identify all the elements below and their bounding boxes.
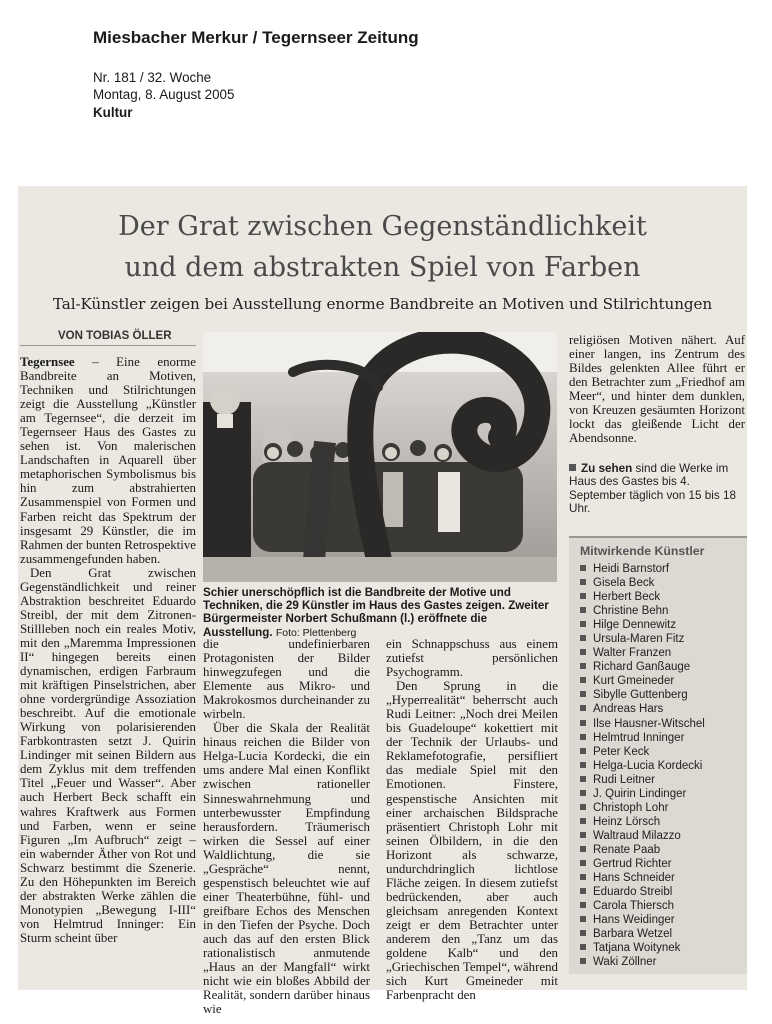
artist-name: Heinz Lörsch xyxy=(593,815,661,828)
artist-name: Tatjana Woitynek xyxy=(593,942,681,955)
artists-box xyxy=(569,536,747,974)
byline: VON TOBIAS ÖLLER xyxy=(20,330,196,346)
artist-name: Hans Schneider xyxy=(593,872,675,885)
artist-list-item xyxy=(580,787,705,801)
paragraph: religiösen Motiven nähert. Auf einer langen, ins Zentrum des Bildes gelenkten Allee führt er den Betrachter zum „Friedhof am Meer“, und hinter dem dunklen, von Kreuzen gesäumten Horizont lockt das gleißende Licht der Abendsonne. xyxy=(569,333,745,446)
artist-list-item xyxy=(580,717,705,731)
artist-name: Ilse Hausner-Witschel xyxy=(593,717,705,730)
artist-list-item xyxy=(580,941,705,955)
artist-list-item xyxy=(580,731,705,745)
artist-name: Barbara Wetzel xyxy=(593,928,673,941)
paragraph: ein Schnappschuss aus einem zutiefst persönlichen Psychogramm. xyxy=(386,637,558,680)
bullet-square-icon xyxy=(580,607,586,613)
artist-name: Kurt Gmeineder xyxy=(593,675,675,688)
paragraph: Tegernsee – Eine enorme Bandbreite an Motiven, Techniken und Stilrichtungen zeigt die Ausstellung „Künstler am Tegernsee“, die derzeit im Tegernseer Haus des Gastes zu sehen ist. Von malerischen Landschaften in Aquarell über metaphorischen Symbolismus bis hin zum abstrahierten Zusammenspiel von Formen und Farben reicht das Spektrum der insgesamt 29 Künstler, die im Rahmen der bunten Retrospektive zusammengefunden haben. xyxy=(20,355,196,566)
paragraph: Über die Skala der Realität hinaus reichen die Bilder von Helga-Lucia Kordecki, die ein ums andere Mal einen Konflikt zwischen rationeller Sinneswahrnehmung und unterbewusster Empfindung herausfordern. Träumerisch wirken die Sessel auf einer Waldlichtung, die sie „Gespräche“ nennt, gespenstisch beleuchtet wie auf einer Theaterbühne, fühl- und greifbare Echos des Menschen in den Tiefen der Psyche. Doch auch das auf den ersten Blick rationalistisch anmutende „Haus an der Mangfall“ wirkt nicht wie ein bloßes Abbild der Realität, sondern darüber hinaus wie xyxy=(203,721,370,1017)
bullet-square-icon xyxy=(580,762,586,768)
artist-list-item xyxy=(580,618,705,632)
artist-name: Eduardo Streibl xyxy=(593,886,673,899)
artist-name: Gertrud Richter xyxy=(593,857,672,870)
artist-list-item xyxy=(580,674,705,688)
artist-name: Heidi Barnstorf xyxy=(593,563,670,575)
article-column-4 xyxy=(569,333,745,445)
bullet-square-icon xyxy=(580,720,586,726)
article-column-1 xyxy=(20,355,196,945)
artist-list-item xyxy=(580,801,705,815)
bullet-square-icon xyxy=(580,930,586,936)
artist-list-item xyxy=(580,829,705,843)
artist-name: Peter Keck xyxy=(593,745,650,758)
artist-list-item xyxy=(580,632,705,646)
bullet-square-icon xyxy=(580,565,586,571)
issue-date: Montag, 8. August 2005 xyxy=(93,87,235,103)
artist-list-item xyxy=(580,871,705,885)
artist-name: Waltraud Milazzo xyxy=(593,829,681,842)
exhibition-info: Zu sehen sind die Werke im Haus des Gastes bis 4. September täglich von 15 bis 18 Uhr. xyxy=(569,462,736,516)
bullet-square-icon xyxy=(580,776,586,782)
bullet-square-icon xyxy=(580,958,586,964)
headline-line-2: und dem abstrakten Spiel von Farben xyxy=(124,252,641,283)
artist-list-item xyxy=(580,646,705,660)
bullet-square-icon xyxy=(580,874,586,880)
artist-list-item xyxy=(580,899,705,913)
bullet-square-icon xyxy=(580,593,586,599)
artist-name: Hans Weidinger xyxy=(593,914,675,927)
bullet-square-icon xyxy=(580,916,586,922)
artists-box-title: Mitwirkende Künstler xyxy=(580,544,705,558)
artist-list-item xyxy=(580,913,705,927)
info-lead: Zu sehen xyxy=(581,462,633,475)
bullet-square-icon xyxy=(580,860,586,866)
clipping-header xyxy=(93,28,419,120)
bullet-square-icon xyxy=(580,818,586,824)
bullet-square-icon xyxy=(569,464,576,471)
artist-list-item xyxy=(580,843,705,857)
bullet-square-icon xyxy=(580,846,586,852)
bullet-square-icon xyxy=(580,579,586,585)
photo-caption: Schier unerschöpflich ist die Bandbreite der Motive und Techniken, die 29 Künstler im Haus des Gastes zeigen. Zweiter Bürgermeister Norbert Schußmann (l.) eröffnete die Ausstellung. Foto: Plettenberg xyxy=(203,586,549,639)
section-name: Kultur xyxy=(93,104,133,120)
artist-name: Gisela Beck xyxy=(593,577,655,590)
paragraph: Den Sprung in die „Hyperrealität“ beherrscht auch Rudi Leitner: „Noch drei Meilen bis Guadeloupe“ kokettiert mit der Technik der Urlaubs- und Reklamefotografie, persifliert das mediale Spiel mit den Emotionen. Finstere, gespenstische Ansichten mit einer archaischen Bildsprache präsentiert Christoph Lohr mit seinen Ölbildern, in die den Horizont als schwarze, undurchdringlich lichtlose Fläche zeigen. In diesem zutiefst bedrückenden, aber auch gleichsam anregenden Kontext zeigt er dem Betrachter unter anderem den „Tanz um das goldene Kalb“ und den „Griechischen Tempel“, während sich Kurt Gmeineder mit Farbenpracht den xyxy=(386,679,558,1003)
artist-name: Carola Thiersch xyxy=(593,900,674,913)
artist-list-item xyxy=(580,759,705,773)
bullet-square-icon xyxy=(580,663,586,669)
paragraph: die undefinierbaren Protagonisten der Bilder hinwegzufegen und die Elemente aus Mikro- und Makrokosmos durcheinander zu wirbeln. xyxy=(203,637,370,722)
artist-list-item xyxy=(580,576,705,590)
bullet-square-icon xyxy=(580,790,586,796)
artist-name: Christoph Lohr xyxy=(593,801,669,814)
bullet-square-icon xyxy=(580,832,586,838)
article-column-3 xyxy=(386,637,558,1002)
photo-credit: Foto: Plettenberg xyxy=(275,626,357,639)
artist-name: Christine Behn xyxy=(593,605,669,618)
artist-name: Andreas Hars xyxy=(593,703,664,716)
artist-list-item xyxy=(580,885,705,899)
artist-name: Sibylle Guttenberg xyxy=(593,689,688,702)
artist-name: J. Quirin Lindinger xyxy=(593,787,687,800)
paragraph: Den Grat zwischen Gegenständlichkeit und reiner Abstraktion beschreitet Eduardo Streibl, der mit dem Zitronen-Stillleben noch ein reales Motiv, mit den „Maremma Impressionen II“ hingegen bereits einen dynamischen, erdigen Farbraum mit kräftigen Pinselstrichen, aber ohne vordergründige Assoziation beschreibt. Auf die emotionale Wirkung von polarisierenden Farbkontrasten setzt J. Quirin Lindinger mit seinen Bildern aus dem Zyklus mit dem treffenden Titel „Feuer und Wasser“. Aber auch Herbert Beck schafft ein wahres Kraftwerk aus Formen und Farben, wenn er seine Figuren „Im Aufbruch“ zeigt – ein wabernder Äther von Rot und Schwarz bestimmt die Szenerie. Zu den Höhepunkten im Bereich der abstrakten Werke zählen die Monotypien „Bewegung I-III“ von Helmtrud Inninger: Ein Sturm scheint über xyxy=(20,565,196,945)
artist-list-item xyxy=(580,688,705,702)
artist-list-item xyxy=(580,815,705,829)
dateline: Tegernsee xyxy=(20,355,75,369)
artist-name: Herbert Beck xyxy=(593,591,661,604)
photo-image xyxy=(203,332,557,582)
artist-name: Rudi Leitner xyxy=(593,773,656,786)
artist-name: Helmtrud Inninger xyxy=(593,731,685,744)
bullet-square-icon xyxy=(580,621,586,627)
bullet-square-icon xyxy=(580,677,586,683)
bullet-square-icon xyxy=(580,804,586,810)
artist-list-item xyxy=(580,927,705,941)
issue-meta xyxy=(93,69,393,121)
bullet-square-icon xyxy=(580,649,586,655)
bullet-square-icon xyxy=(580,902,586,908)
publication-name: Miesbacher Merkur / Tegernseer Zeitung xyxy=(93,28,419,47)
artist-name: Hilge Dennewitz xyxy=(593,619,677,632)
bullet-square-icon xyxy=(580,944,586,950)
issue-number: Nr. 181 / 32. Woche xyxy=(93,70,212,85)
artist-list-item xyxy=(580,857,705,871)
artist-name: Helga-Lucia Kordecki xyxy=(593,759,703,772)
bullet-square-icon xyxy=(580,635,586,641)
bullet-square-icon xyxy=(580,734,586,740)
bullet-square-icon xyxy=(580,705,586,711)
article-column-2 xyxy=(203,637,370,1016)
artist-list-item xyxy=(580,745,705,759)
artist-list-item xyxy=(580,955,705,969)
artist-name: Walter Franzen xyxy=(593,647,672,660)
exhibition-photo xyxy=(203,332,557,582)
artist-list-item xyxy=(580,773,705,787)
artist-list-item xyxy=(580,702,705,716)
artist-list-item xyxy=(580,660,705,674)
artist-name: Waki Zöllner xyxy=(593,956,657,969)
artist-name: Richard Ganßauge xyxy=(593,661,691,674)
bullet-square-icon xyxy=(580,888,586,894)
artist-list-item xyxy=(580,562,705,576)
artist-name: Renate Paab xyxy=(593,843,661,856)
bullet-square-icon xyxy=(580,691,586,697)
headline-line-1: Der Grat zwischen Gegenständlichkeit xyxy=(118,211,647,242)
subtitle: Tal-Künstler zeigen bei Ausstellung enorme Bandbreite an Motiven und Stilrichtungen xyxy=(52,295,713,313)
bullet-square-icon xyxy=(580,748,586,754)
artist-list-item xyxy=(580,604,705,618)
artists-list xyxy=(580,562,705,969)
artist-list-item xyxy=(580,590,705,604)
artist-name: Ursula-Maren Fitz xyxy=(593,633,685,646)
